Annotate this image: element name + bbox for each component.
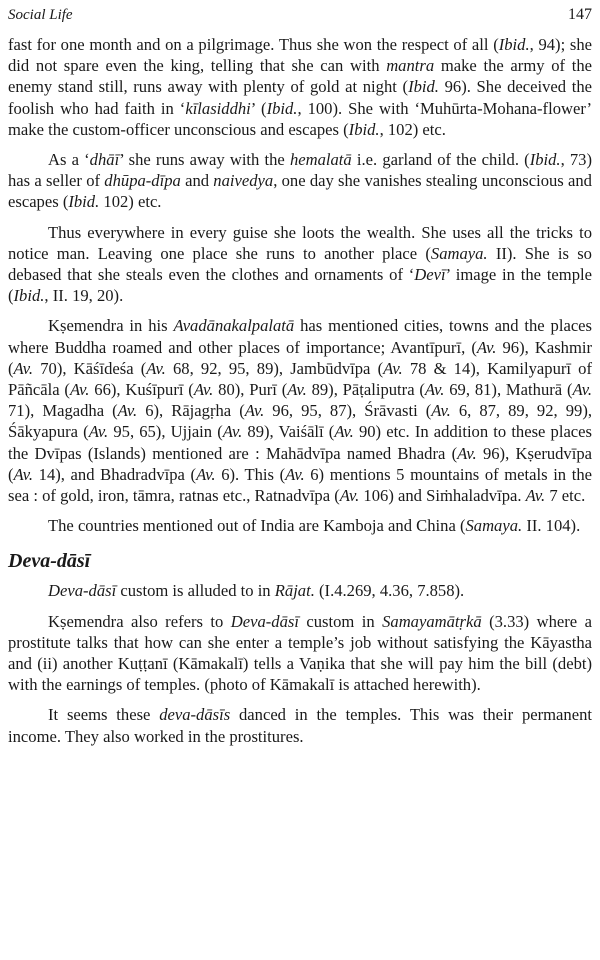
text-run: 106) and Siṁhaladvīpa. [359, 486, 526, 506]
text-run: 95, 65), Ujjain ( [108, 422, 223, 442]
text-run: 66), Kuśīpurī ( [89, 380, 194, 400]
italic-text: Av. [146, 358, 166, 378]
italic-text: Samayamātṛkā [382, 611, 482, 631]
italic-text: deva-dāsīs [159, 705, 231, 725]
text-run: 6, 87, 89, 92, 99), Śākyapura ( [8, 401, 592, 442]
text-run: 6). This ( [215, 464, 286, 484]
italic-text: Av. [424, 380, 445, 400]
text-run: II. 104). [522, 516, 581, 536]
text-run: It seems these [48, 705, 160, 725]
italic-text: Ibid. [408, 77, 439, 97]
italic-text: Ibid. [529, 150, 561, 170]
text-run: II). She is so debased that she steals even the clothes and ornaments of ‘ [8, 243, 592, 285]
text-run: 78 & 14), Kamilyapurī of Pāñcāla ( [8, 358, 593, 400]
text-run: , 94); she did not spare even the king, telling that she can with [8, 35, 592, 76]
italic-text: Av. [196, 464, 216, 484]
italic-text: Av. [13, 358, 34, 378]
paragraph [8, 222, 592, 307]
page-number: 147 [568, 6, 592, 23]
text-run: 102) etc. [99, 192, 162, 212]
italic-text: Ibid. [266, 98, 298, 118]
italic-text: Deva-dāsī [48, 581, 117, 601]
text-run: 14), and Bhadradvīpa ( [33, 464, 197, 484]
text-run: custom in [298, 611, 383, 631]
paragraph [8, 515, 592, 536]
running-head-title: Social Life [8, 7, 73, 23]
italic-text: Av. [431, 401, 451, 421]
text-run: Kṣemendra also refers to [48, 611, 231, 631]
text-run: , 102) etc. [379, 119, 446, 139]
italic-text: naivedya [213, 171, 274, 191]
text-run: , II. 19, 20). [44, 286, 124, 306]
text-run: As a ‘ [48, 150, 90, 170]
text-run: 89), Vaiśālī ( [242, 422, 335, 442]
italic-text: Rājat. [274, 581, 315, 601]
text-run: has mentioned cities, towns and the places where Buddha roamed and other places of importance; Avantīpurī, ( [8, 316, 593, 357]
italic-text: kīlasiddhi [185, 98, 251, 118]
italic-text: hemalatā [289, 150, 352, 170]
paragraph [8, 34, 592, 140]
italic-text: Av. [287, 380, 307, 400]
italic-text: Av. [457, 443, 477, 463]
text-run: 6), Rājagṛha ( [137, 401, 245, 421]
text-run: Kṣemendra in his [48, 316, 174, 336]
text-run: 80), Purī ( [213, 380, 288, 400]
italic-text: Av. [244, 401, 265, 421]
italic-text: Av. [334, 422, 354, 442]
italic-text: Av. [69, 380, 90, 400]
text-run: 7 etc. [545, 486, 586, 506]
text-run: 68, 92, 95, 89), Jambūdvīpa ( [165, 358, 384, 378]
italic-text: Av. [222, 422, 243, 442]
italic-text: Av. [88, 422, 109, 442]
italic-text: Av. [383, 358, 403, 378]
text-run: , 100). She with ‘Muhūrta-Mohana-flower’ make the custom-officer unconscious and escapes ( [8, 98, 593, 139]
italic-text: Av. [13, 464, 34, 484]
running-head [8, 6, 592, 34]
text-run: custom is alluded to in [116, 581, 275, 601]
text-run: i.e. garland of the child. ( [351, 150, 530, 170]
italic-text: Ibid. [68, 192, 100, 212]
text-run: fast for one month and on a pilgrimage. Thus she won the respect of all ( [8, 35, 499, 54]
section-heading: Deva-dāsī [8, 550, 91, 573]
paragraph [8, 704, 592, 746]
text-run: ’ she runs away with the [119, 150, 290, 170]
italic-text: Av. [525, 486, 546, 506]
text-run: 71), Magadha ( [8, 401, 118, 421]
italic-text: Av. [117, 401, 138, 421]
italic-text: Av. [476, 337, 497, 357]
text-run: make the army of the enemy stand still, runs away with plenty of gold at night ( [8, 56, 593, 97]
text-run: and [180, 171, 214, 191]
italic-text: Av. [285, 464, 305, 484]
italic-text: Ibid. [348, 119, 380, 139]
text-run: (I.4.269, 4.36, 7.858). [314, 581, 465, 601]
italic-text: Ibid. [498, 35, 530, 54]
text-run: 89), Pāṭaliputra ( [306, 380, 425, 400]
text-run: 96), Kṣerudvīpa ( [8, 443, 593, 484]
text-run: The countries mentioned out of India are Kamboja and China ( [48, 516, 466, 536]
text-run: 6) mentions 5 mountains of metals in the sea : of gold, iron, tāmra, ratnas etc., Ratnadvīpa ( [8, 464, 592, 506]
text-run: ’ image in the temple ( [8, 265, 592, 306]
italic-text: mantra [386, 56, 435, 76]
italic-text: Av. [572, 380, 592, 400]
text-run: 90) etc. In addition to these places the Dvīpas (Islands) mentioned are : Mahādvīpa named Bhadra ( [8, 422, 592, 463]
italic-text: Avadānakalpalatā [173, 316, 295, 336]
paragraph [8, 611, 592, 696]
text-run: 69, 81), Mathurā ( [444, 380, 573, 400]
italic-text: dhūpa-dīpa [104, 171, 181, 191]
body-text [8, 34, 592, 747]
text-run: 96, 95, 87), Śrāvasti ( [264, 401, 432, 421]
text-run: 70), Kāśīdeśa ( [33, 358, 147, 378]
text-run: , one day she vanishes stealing unconscious and escapes ( [8, 171, 592, 212]
text-run: (3.33) where a prostitute talks that how can she enter a temple’s job without satisfying the Kāyastha and (ii) another Kuṭṭanī (Kāmakalī) tells a Vaṇika that she will pay him the bill (debt) with the earnings of temples. (photo of Kāmakalī is attached herewith). [8, 611, 592, 695]
text-run: Thus everywhere in every guise she loots the wealth. She uses all the tricks to notice man. Leaving one place she runs to another place ( [8, 222, 592, 263]
text-run: 96), Kashmir ( [8, 337, 592, 378]
paragraph [8, 580, 592, 601]
paragraph [8, 149, 592, 213]
italic-text: Av. [193, 380, 214, 400]
text-run: , 73) has a seller of [8, 150, 593, 191]
italic-text: Av. [339, 486, 360, 506]
italic-text: Ibid. [13, 286, 45, 306]
italic-text: Samaya. [465, 516, 523, 536]
italic-text: Devī [414, 265, 446, 285]
text-run: ’ ( [250, 98, 267, 118]
text-run: danced in the temples. This was their permanent income. They also worked in the prostitures. [8, 705, 592, 746]
italic-text: Samaya. [430, 243, 488, 263]
paragraph [8, 315, 592, 506]
italic-text: dhāī [89, 150, 120, 170]
text-run: 96). She deceived the foolish who had faith in ‘ [8, 77, 592, 118]
italic-text: Deva-dāsī [230, 611, 299, 631]
